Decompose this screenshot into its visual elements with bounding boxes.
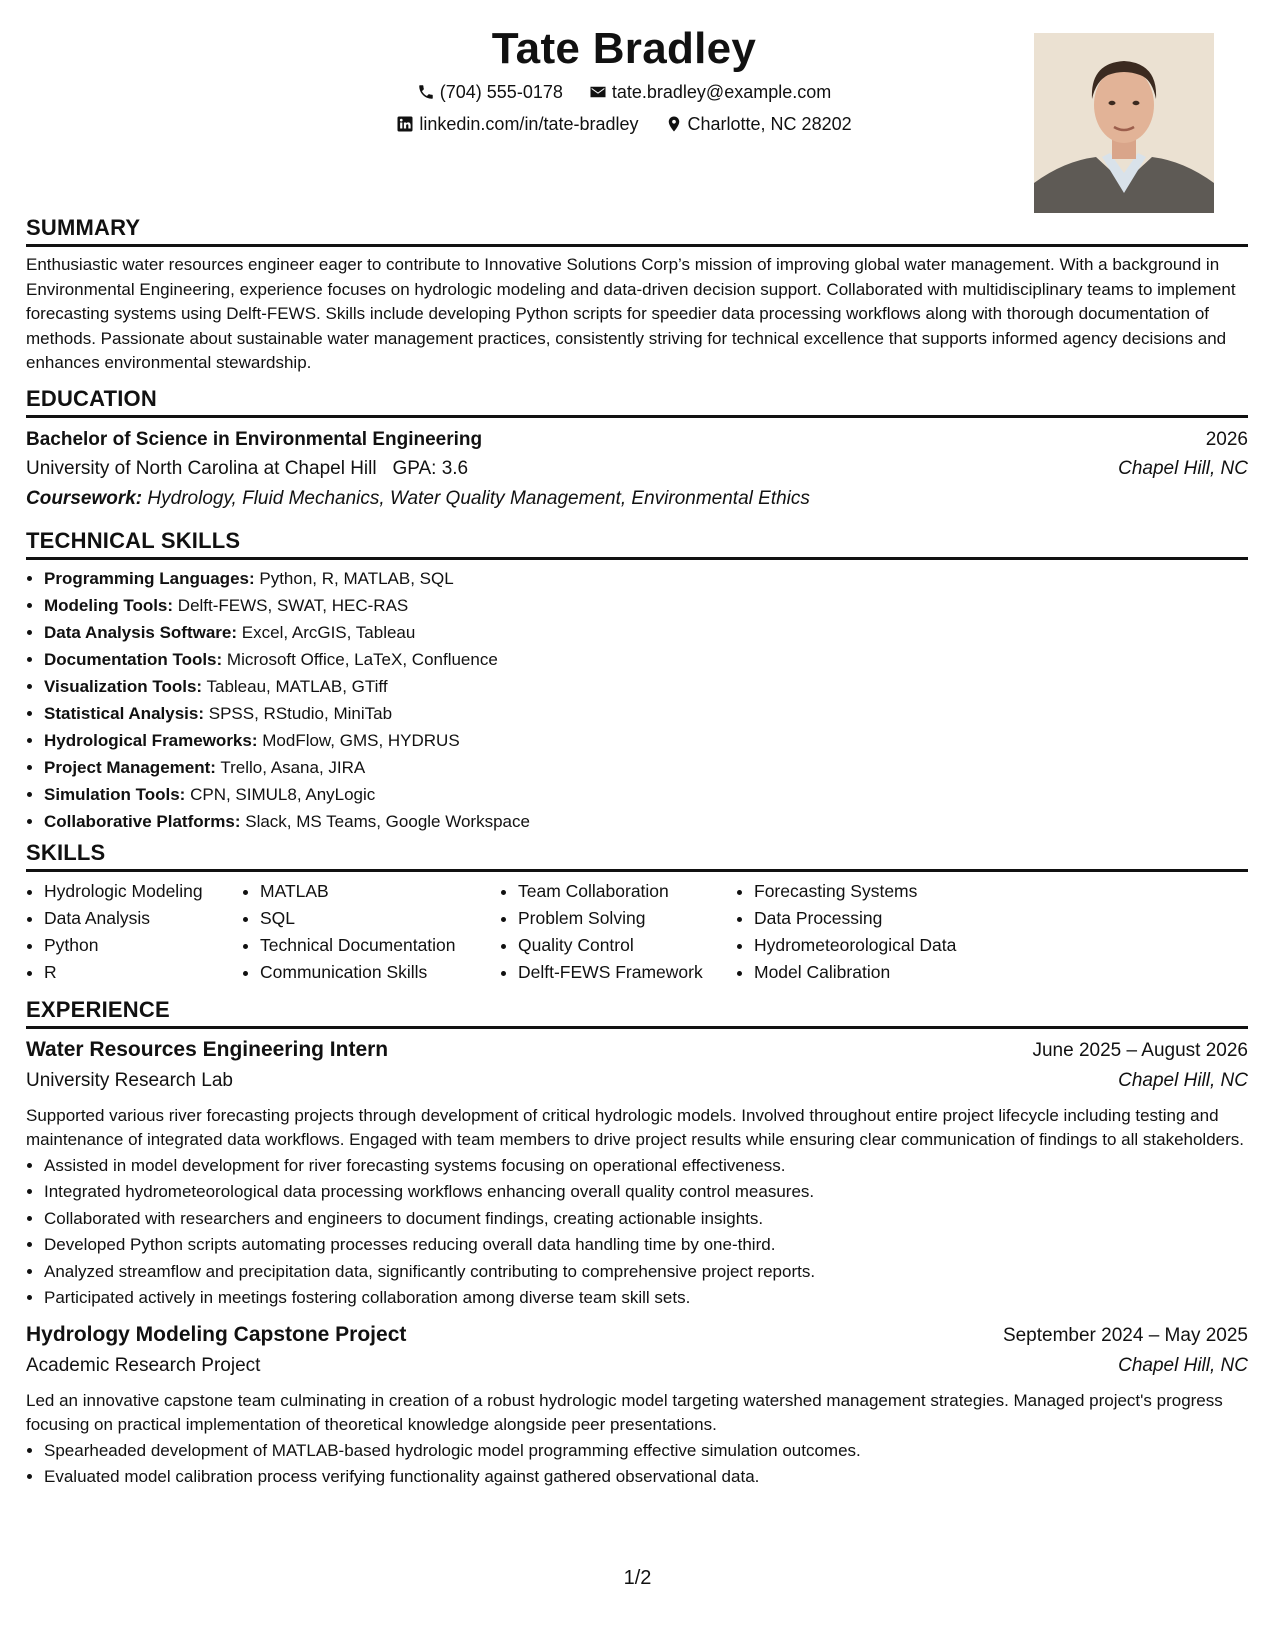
list-item: • Problem Solving xyxy=(518,905,736,932)
job-bullets xyxy=(26,1438,1248,1491)
list-item: • Data Analysis Software: Excel, ArcGIS, Tableau xyxy=(44,619,1248,646)
list-item: • Python xyxy=(44,932,242,959)
list-item: • Hydrometeorological Data xyxy=(754,932,1014,959)
resume-header xyxy=(26,24,1222,214)
list-item: • Data Processing xyxy=(754,905,1014,932)
list-item: • Technical Documentation xyxy=(260,932,500,959)
school-location: Chapel Hill, NC xyxy=(1118,458,1248,479)
summary-heading: SUMMARY xyxy=(26,214,1248,247)
job-location: Chapel Hill, NC xyxy=(1118,1070,1248,1091)
list-item: • Analyzed streamflow and precipitation data, significantly contributing to comprehensive project reports. xyxy=(44,1259,1248,1286)
degree-name: Bachelor of Science in Environmental Engineering xyxy=(26,429,483,450)
location-text: Charlotte, NC 28202 xyxy=(687,114,852,134)
graduation-year: 2026 xyxy=(1205,429,1248,450)
education-section xyxy=(26,385,1248,514)
coursework-label: Coursework: xyxy=(26,488,143,509)
job-bullets xyxy=(26,1153,1248,1312)
job-location: Chapel Hill, NC xyxy=(1118,1354,1248,1376)
list-item: • Collaborated with researchers and engineers to document findings, creating actionable insights. xyxy=(44,1206,1248,1233)
technical-skills-list xyxy=(26,565,1248,835)
list-item: • Spearheaded development of MATLAB-based hydrologic model programming effective simulation outcomes. xyxy=(44,1438,1248,1465)
list-item: • SQL xyxy=(260,905,500,932)
school-name: University of North Carolina at Chapel Hill xyxy=(26,458,377,479)
job-org-row xyxy=(26,1351,1248,1381)
list-item: • Statistical Analysis: SPSS, RStudio, MiniTab xyxy=(44,700,1248,727)
list-item: • Team Collaboration xyxy=(518,878,736,905)
school-info xyxy=(26,454,468,484)
summary-text: Enthusiastic water resources engineer eager to contribute to Innovative Solutions Corp’s mission of improving global water management. With a background in Environmental Engineering, experience focuses on hydrologic modeling and data-driven decision support. Collaborated with multidisciplinary teams to implement forecasting systems using Delft-FEWS. Skills include developing Python scripts for speedier data processing workflows along with thorough documentation of methods. Passionate about sustainable water management practices, consistently striving for technical excellence that supports informed agency decisions and enhances environmental stewardship. xyxy=(26,255,1236,373)
phone-icon xyxy=(417,83,435,101)
list-item: • Project Management: Trello, Asana, JIRA xyxy=(44,754,1248,781)
job-header-row xyxy=(26,1035,1248,1066)
profile-photo xyxy=(1034,33,1214,213)
summary-section xyxy=(26,214,1248,376)
job-org-row xyxy=(26,1066,1248,1096)
job-organization: University Research Lab xyxy=(26,1070,233,1091)
skills-column-4 xyxy=(736,878,1014,986)
experience-section xyxy=(26,996,1248,1491)
list-item: • Collaborative Platforms: Slack, MS Teams, Google Workspace xyxy=(44,808,1248,835)
linkedin-url[interactable]: linkedin.com/in/tate-bradley xyxy=(419,114,639,134)
list-item: • Data Analysis xyxy=(44,905,242,932)
list-item: • Hydrologic Modeling xyxy=(44,878,242,905)
technical-skills-heading: TECHNICAL SKILLS xyxy=(26,527,1248,560)
list-item: • Hydrological Frameworks: ModFlow, GMS, HYDRUS xyxy=(44,727,1248,754)
email-address[interactable]: tate.bradley@example.com xyxy=(611,82,832,102)
skills-section xyxy=(26,839,1248,986)
skills-grid xyxy=(26,878,1248,986)
list-item: • Programming Languages: Python, R, MATLAB, SQL xyxy=(44,565,1248,592)
job-title: Water Resources Engineering Intern xyxy=(26,1038,389,1061)
list-item: • Integrated hydrometeorological data processing workflows enhancing overall quality control measures. xyxy=(44,1179,1248,1206)
skills-column-2 xyxy=(242,878,500,986)
list-item: • Forecasting Systems xyxy=(754,878,1014,905)
technical-skills-section xyxy=(26,527,1248,835)
skills-column-1 xyxy=(26,878,242,986)
list-item: • Visualization Tools: Tableau, MATLAB, GTiff xyxy=(44,673,1248,700)
list-item: • MATLAB xyxy=(260,878,500,905)
degree-row xyxy=(26,426,1248,454)
list-item: • Modeling Tools: Delft-FEWS, SWAT, HEC-RAS xyxy=(44,592,1248,619)
skills-column-3 xyxy=(500,878,736,986)
list-item: • Quality Control xyxy=(518,932,736,959)
envelope-icon xyxy=(589,83,607,101)
job-entry-2 xyxy=(26,1320,1248,1491)
coursework-list: Hydrology, Fluid Mechanics, Water Quality Management, Environmental Ethics xyxy=(147,488,810,509)
job-organization: Academic Research Project xyxy=(26,1354,261,1376)
location-contact xyxy=(665,112,852,136)
job-title: Hydrology Modeling Capstone Project xyxy=(26,1322,407,1346)
page-number: 1/2 xyxy=(623,1567,652,1589)
job-header-row xyxy=(26,1320,1248,1351)
candidate-name: Tate Bradley xyxy=(491,24,757,73)
list-item: • Documentation Tools: Microsoft Office, LaTeX, Confluence xyxy=(44,646,1248,673)
experience-heading: EXPERIENCE xyxy=(26,996,1248,1029)
linkedin-icon xyxy=(396,115,414,133)
job-entry-1 xyxy=(26,1035,1248,1312)
list-item: • Model Calibration xyxy=(754,959,1014,986)
list-item: • Delft-FEWS Framework xyxy=(518,959,736,986)
list-item: • Evaluated model calibration process verifying functionality against gathered observational data. xyxy=(44,1464,1248,1491)
list-item: • Assisted in model development for river forecasting systems focusing on operational effectiveness. xyxy=(44,1153,1248,1180)
list-item: • Communication Skills xyxy=(260,959,500,986)
job-description: Led an innovative capstone team culminating in creation of a robust hydrologic model targeting watershed management strategies. Managed project's progress focusing on practical implementation of theoretical knowledge alongside peer presentations. xyxy=(26,1390,1223,1435)
gpa: GPA: 3.6 xyxy=(392,458,469,479)
skills-heading: SKILLS xyxy=(26,839,1248,872)
coursework-line xyxy=(26,484,1248,514)
job-description: Supported various river forecasting projects through development of critical hydrologic models. Involved throughout entire project lifecycle including testing and maintenance of integrated data workflows. Engaged with team members to drive project results while ensuring clear communication of findings to all stakeholders. xyxy=(26,1106,1245,1150)
job-dates: June 2025 – August 2026 xyxy=(1032,1040,1248,1061)
profile-portrait-image xyxy=(1034,33,1214,213)
map-pin-icon xyxy=(665,115,683,133)
list-item: • Simulation Tools: CPN, SIMUL8, AnyLogic xyxy=(44,781,1248,808)
school-row xyxy=(26,454,1248,484)
phone-number: (704) 555-0178 xyxy=(439,82,563,102)
list-item: • R xyxy=(44,959,242,986)
education-heading: EDUCATION xyxy=(26,385,1248,418)
list-item: • Participated actively in meetings fostering collaboration among diverse team skill sets. xyxy=(44,1285,1248,1312)
job-dates: September 2024 – May 2025 xyxy=(1002,1324,1248,1346)
list-item: • Developed Python scripts automating processes reducing overall data handling time by one-third. xyxy=(44,1232,1248,1259)
linkedin-contact[interactable] xyxy=(396,112,638,136)
email-contact[interactable] xyxy=(589,80,831,104)
phone-contact xyxy=(417,80,563,104)
